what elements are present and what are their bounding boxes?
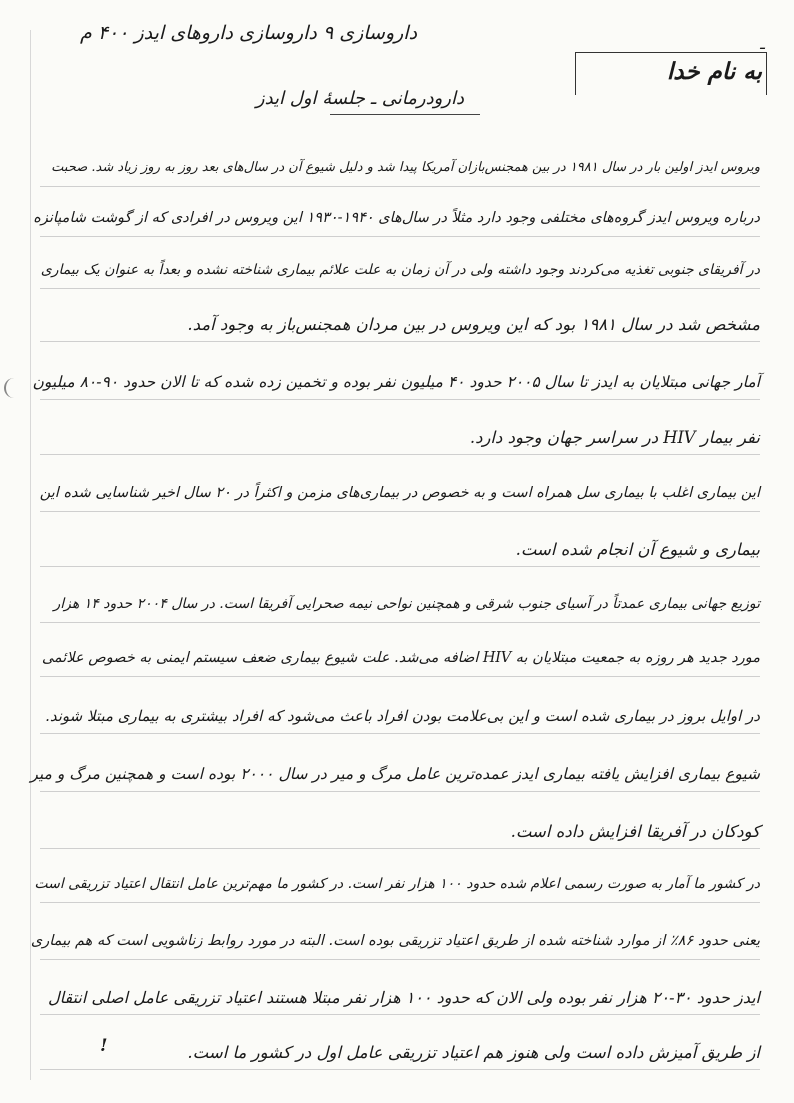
ruled-line (40, 848, 760, 849)
ruled-line (40, 288, 760, 289)
handwritten-line: درباره ویروس ایدز گروه‌های مختلفی وجود دارد مثلاً در سال‌های ۱۹۴۰-۱۹۳۰ این ویروس در افرادی که از گوشت شامپانزه (33, 210, 760, 226)
handwritten-line: بیماری و شیوع آن انجام شده است. (515, 540, 760, 559)
ruled-line (40, 236, 760, 237)
handwritten-line: توزیع جهانی بیماری عمدتاً در آسیای جنوب شرقی و همچنین نواحی نیمه صحرایی آفریقا است. در سال ۲۰۰۴ حدود ۱۴ هزار (53, 596, 760, 612)
title-underline (330, 114, 480, 115)
handwritten-line: این بیماری اغلب با بیماری سل همراه است و به خصوص در بیماری‌های مزمن و اکثراً در ۲۰ سال اخیر شناسایی شده این (39, 485, 760, 501)
handwritten-line: در کشور ما آمار به صورت رسمی اعلام شده حدود ۱۰۰ هزار نفر است. در کشور ما مهم‌ترین عامل انتقال اعتیاد تزریقی است (34, 876, 760, 892)
handwritten-line: ایدز حدود ۳۰-۲۰ هزار نفر بوده ولی الان که حدود ۱۰۰ هزار نفر مبتلا هستند اعتیاد تزریقی عامل اصلی انتقال (48, 988, 760, 1007)
ruled-line (40, 399, 760, 400)
handwritten-line: مشخص شد در سال ۱۹۸۱ بود که این ویروس در بین مردان همجنس‌باز به وجود آمد. (187, 315, 760, 334)
handwritten-line: آمار جهانی مبتلایان به ایدز تا سال ۲۰۰۵ حدود ۴۰ میلیون نفر بوده و تخمین زده شده که تا الان حدود ۹۰-۸۰ میلیون (32, 373, 760, 391)
ruled-line (40, 566, 760, 567)
handwritten-line: مورد جدید هر روزه به جمعیت مبتلایان به HIV اضافه می‌شد. علت شیوع بیماری ضعف سیستم ایمنی به خصوص علائمی (41, 650, 760, 666)
handwritten-line: در آفریقای جنوبی تغذیه می‌کردند وجود داشته ولی در آن زمان به علت علائم بیماری شناخته نشده و بعداً به عنوان یک بیماری (40, 262, 760, 278)
ruled-line (40, 186, 760, 187)
ruled-line (40, 791, 760, 792)
ruled-line (40, 622, 760, 623)
binder-hole-mark (4, 378, 14, 398)
handwritten-line: از طریق آمیزش داده است ولی هنوز هم اعتیاد تزریقی عامل اول در کشور ما است. (187, 1043, 760, 1062)
ruled-line (40, 511, 760, 512)
handwritten-line: یعنی حدود ۸۶٪ از موارد شناخته شده از طریق اعتیاد تزریقی بوده است. البته در مورد روابط زناشویی است که هم بیماری (30, 933, 760, 949)
handwritten-line: ویروس ایدز اولین بار در سال ۱۹۸۱ در بین همجنس‌بازان آمریکا پیدا شد و دلیل شیوع آن در سال‌های بعد روز به روز زیاد شد. صحبت (51, 160, 760, 175)
corner-mark: ـ (760, 34, 765, 53)
ruled-line (40, 959, 760, 960)
invocation-heading: به نام خدا (666, 58, 762, 85)
margin-line (30, 30, 31, 1080)
ruled-line (40, 902, 760, 903)
ruled-line (40, 454, 760, 455)
handwritten-line: کودکان در آفریقا افزایش داده است. (510, 822, 760, 841)
ruled-line (40, 1069, 760, 1070)
ruled-line (40, 676, 760, 677)
ruled-line (40, 733, 760, 734)
handwritten-line: نفر بیمار HIV در سراسر جهان وجود دارد. (469, 428, 760, 447)
exclamation-mark: ! (100, 1036, 108, 1056)
handwritten-line: شیوع بیماری افزایش یافته بیماری ایدز عمده‌ترین عامل مرگ و میر در سال ۲۰۰۰ بوده است و همچنین مرگ و میر (30, 765, 760, 783)
ruled-line (40, 1014, 760, 1015)
handwritten-line: در اوایل بروز در بیماری شده است و این بی‌علامت بودن افراد باعث می‌شود که افراد بیشتری به بیماری مبتلا شوند. (45, 707, 760, 725)
ruled-line (40, 341, 760, 342)
page-header-reference: داروسازی ۹ داروسازی داروهای ایدز ۴۰۰ م (80, 22, 418, 44)
lecture-title: دارودرمانی ـ جلسهٔ اول ایدز (255, 88, 464, 109)
